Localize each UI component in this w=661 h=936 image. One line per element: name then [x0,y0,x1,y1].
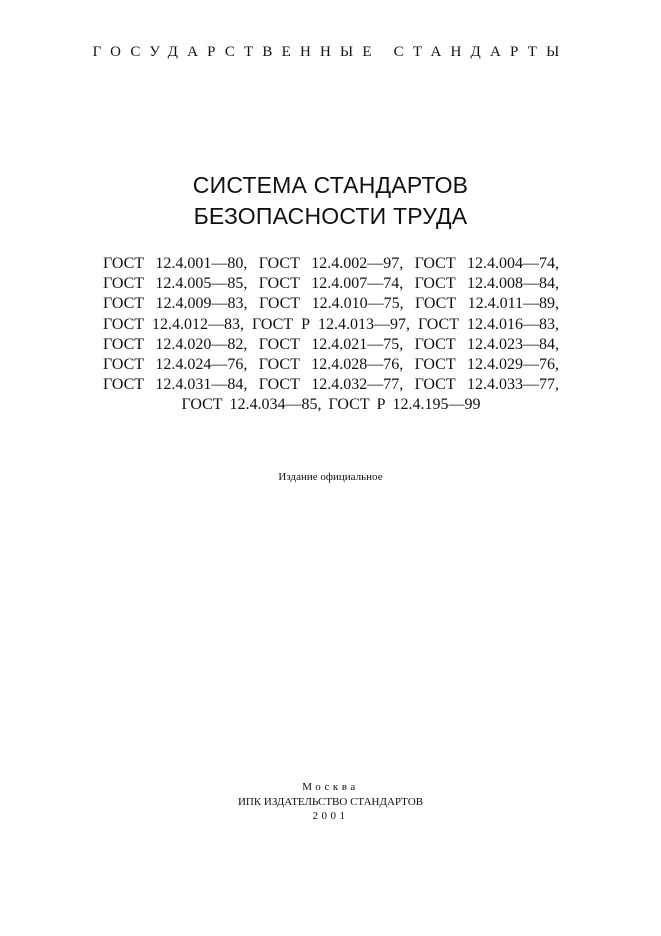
title-line-1: СИСТЕМА СТАНДАРТОВ [192,172,469,198]
title-line-2: БЕЗОПАСНОСТИ ТРУДА [193,203,468,229]
standards-row: ГОСТ 12.4.005—85, ГОСТ 12.4.007—74, ГОСТ 12.4.008—84, [103,275,559,293]
standards-row: ГОСТ 12.4.009—83, ГОСТ 12.4.010—75, ГОСТ 12.4.011—89, [103,295,559,313]
edition-note: Издание официальное [278,471,383,483]
imprint-publisher: ИПК ИЗДАТЕЛЬСТВО СТАНДАРТОВ [237,795,424,808]
standards-row: ГОСТ 12.4.020—82, ГОСТ 12.4.021—75, ГОСТ 12.4.023—84, [103,335,559,353]
document-title [0,170,661,232]
imprint-year: 2001 [312,810,349,822]
standards-row: ГОСТ 12.4.024—76, ГОСТ 12.4.028—76, ГОСТ 12.4.029—76, [103,356,559,374]
standards-row: ГОСТ 12.4.012—83, ГОСТ Р 12.4.013—97, ГОСТ 12.4.016—83, [103,315,559,333]
standards-row: ГОСТ 12.4.001—80, ГОСТ 12.4.002—97, ГОСТ 12.4.004—74, [103,255,559,272]
standards-list [103,254,559,416]
imprint [0,780,661,824]
series-header: ГОСУДАРСТВЕННЫЕ СТАНДАРТЫ [92,44,569,60]
standards-row-last: ГОСТ 12.4.034—85, ГОСТ Р 12.4.195—99 [181,396,481,414]
imprint-city: Москва [302,781,359,793]
standards-row: ГОСТ 12.4.031—84, ГОСТ 12.4.032—77, ГОСТ 12.4.033—77, [103,376,559,394]
